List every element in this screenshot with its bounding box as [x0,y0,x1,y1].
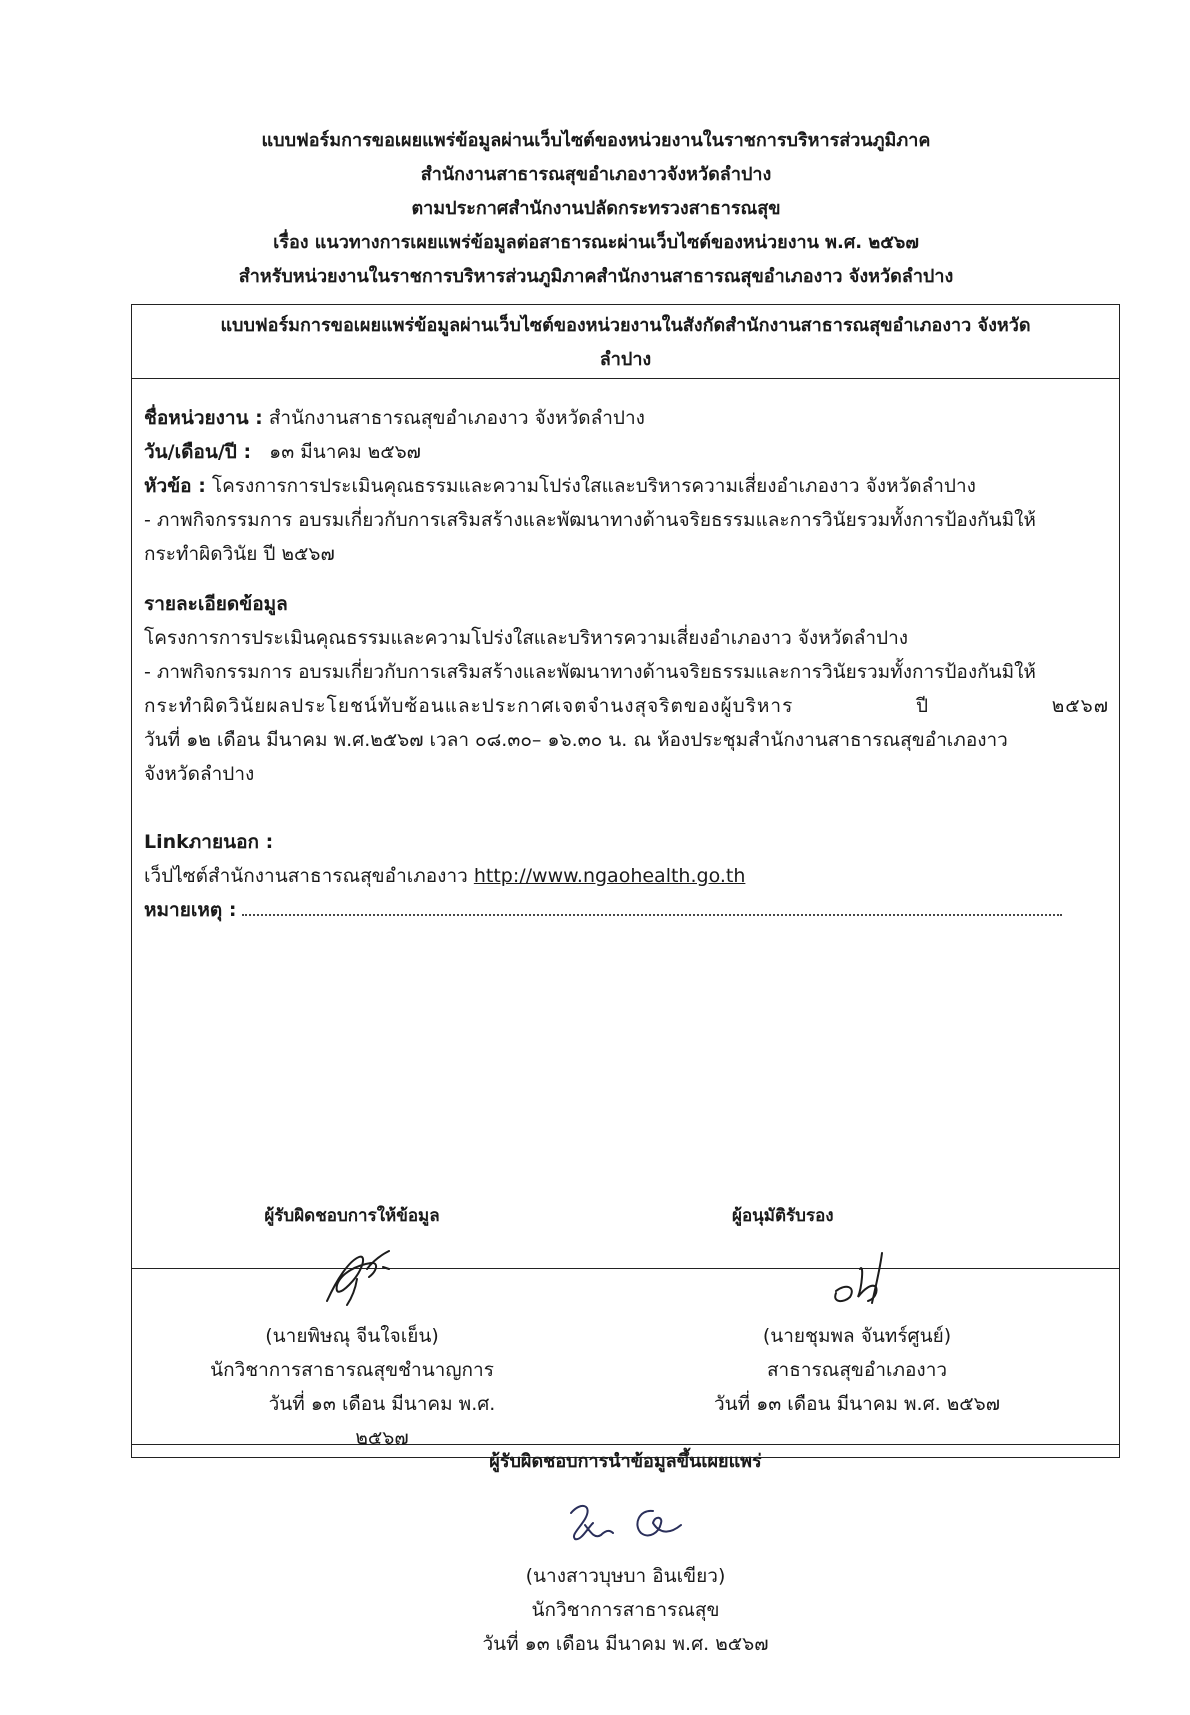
external-link[interactable]: http://www.ngaohealth.go.th [473,865,746,887]
remark-dotted-line [242,910,1062,916]
heading-line-3: ตามประกาศสำนักงานปลัดกระทรวงสาธารณสุข [411,198,781,219]
heading-line-4: เรื่อง แนวทางการเผยแพร่ข้อมูลต่อสาธารณะผ่านเว็บไซต์ของหน่วยงาน พ.ศ. ๒๕๖๗ [273,232,919,253]
approver-signature-icon [802,1239,912,1319]
agency-label: ชื่อหน่วยงาน : [144,407,263,429]
details-line-2: - ภาพกิจกรรมการ อบรมเกี่ยวกับการเสริมสร้างและพัฒนาทางด้านจริยธรรมและการวินัยรวมทั้งการป้องกันมิให้ [144,661,1036,683]
topic-label: หัวข้อ : [144,475,206,497]
link-row [144,859,1109,893]
date-label: วัน/เดือน/ปี : [144,441,252,463]
topic-row [144,469,1109,503]
publisher-block [132,1445,1119,1661]
heading-line-1: แบบฟอร์มการขอเผยแพร่ข้อมูลผ่านเว็บไซต์ของหน่วยงานในราชการบริหารส่วนภูมิภาค [261,130,931,151]
publisher-name: (นางสาวบุษบา อินเขียว) [525,1565,726,1587]
details-label: รายละเอียดข้อมูล [144,593,288,615]
form-info-section [132,379,1119,1269]
approver-title: ผู้อนุมัติรับรอง [732,1206,834,1226]
form-title [132,305,1119,379]
form-title-line-2: ลำปาง [599,349,652,370]
publisher-position: นักวิชาการสาธารณสุข [531,1599,720,1621]
approver-position: สาธารณสุขอำเภองาว [766,1359,948,1381]
info-provider-name: (นายพิษณุ จีนใจเย็น) [265,1325,439,1347]
date-row [144,435,1109,469]
date-value: ๑๓ มีนาคม ๒๕๖๗ [269,441,421,463]
info-provider-signature-icon [297,1239,407,1319]
remark-label: หมายเหตุ : [144,899,237,921]
remark-row [144,893,1109,927]
link-label: Linkภายนอก : [144,831,274,853]
details-line-4: วันที่ ๑๒ เดือน มีนาคม พ.ศ.๒๕๖๗ เวลา ๐๘.๓๐– ๑๖.๓๐ น. ณ ห้องประชุมสำนักงานสาธารณสุขอำเภองาว [144,729,1008,751]
heading-line-2: สำนักงานสาธารณสุขอำเภองาวจังหวัดลำปาง [420,164,772,185]
info-provider-date: วันที่ ๑๓ เดือน มีนาคม พ.ศ. ๒๕๖๗ [268,1393,496,1449]
agency-row [144,401,1109,435]
form-title-line-1: แบบฟอร์มการขอเผยแพร่ข้อมูลผ่านเว็บไซต์ของหน่วยงานในสังกัดสำนักงานสาธารณสุขอำเภองาว จังหวัด [220,315,1031,336]
publisher-section [132,1445,1119,1715]
heading-line-5: สำหรับหน่วยงานในราชการบริหารส่วนภูมิภาคสำนักงานสาธารณสุขอำเภองาว จังหวัดลำปาง [238,266,954,287]
publisher-signature-icon [541,1489,711,1559]
form-table [131,304,1120,1655]
link-prefix: เว็ปไซต์สำนักงานสาธารณสุขอำเภองาว [144,865,468,887]
agency-value: สำนักงานสาธารณสุขอำเภองาว จังหวัดลำปาง [268,407,645,429]
approver-name: (นายชุมพล จันทร์ศูนย์) [762,1325,952,1347]
info-provider-block [182,1199,522,1455]
publisher-title: ผู้รับผิดชอบการนำข้อมูลขึ้นเผยแพร่ [489,1451,762,1472]
approval-section [132,1195,1119,1449]
details-line-3: กระทำผิดวินัยผลประโยชน์ทับซ้อนและประกาศเจตจำนงสุจริตของผู้บริหาร ปี ๒๕๖๗ [144,695,1109,717]
info-provider-position: นักวิชาการสาธารณสุขชำนาญการ [210,1359,494,1381]
topic-value: โครงการการประเมินคุณธรรมและความโปร่งใสและบริหารความเสี่ยงอำเภองาว จังหวัดลำปาง [211,475,976,497]
topic-line-2: - ภาพกิจกรรมการ อบรมเกี่ยวกับการเสริมสร้างและพัฒนาทางด้านจริยธรรมและการวินัยรวมทั้งการป้องกันมิให้ [144,509,1036,531]
publisher-date: วันที่ ๑๓ เดือน มีนาคม พ.ศ. ๒๕๖๗ [482,1633,769,1655]
details-line-5: จังหวัดลำปาง [144,763,255,785]
topic-line-3: กระทำผิดวินัย ปี ๒๕๖๗ [144,543,335,565]
document-heading [130,124,1062,294]
details-line-1: โครงการการประเมินคุณธรรมและความโปร่งใสและบริหารความเสี่ยงอำเภองาว จังหวัดลำปาง [144,627,909,649]
approver-date: วันที่ ๑๓ เดือน มีนาคม พ.ศ. ๒๕๖๗ [714,1393,1000,1415]
info-provider-title: ผู้รับผิดชอบการให้ข้อมูล [264,1206,440,1226]
approver-block [692,1199,1022,1421]
